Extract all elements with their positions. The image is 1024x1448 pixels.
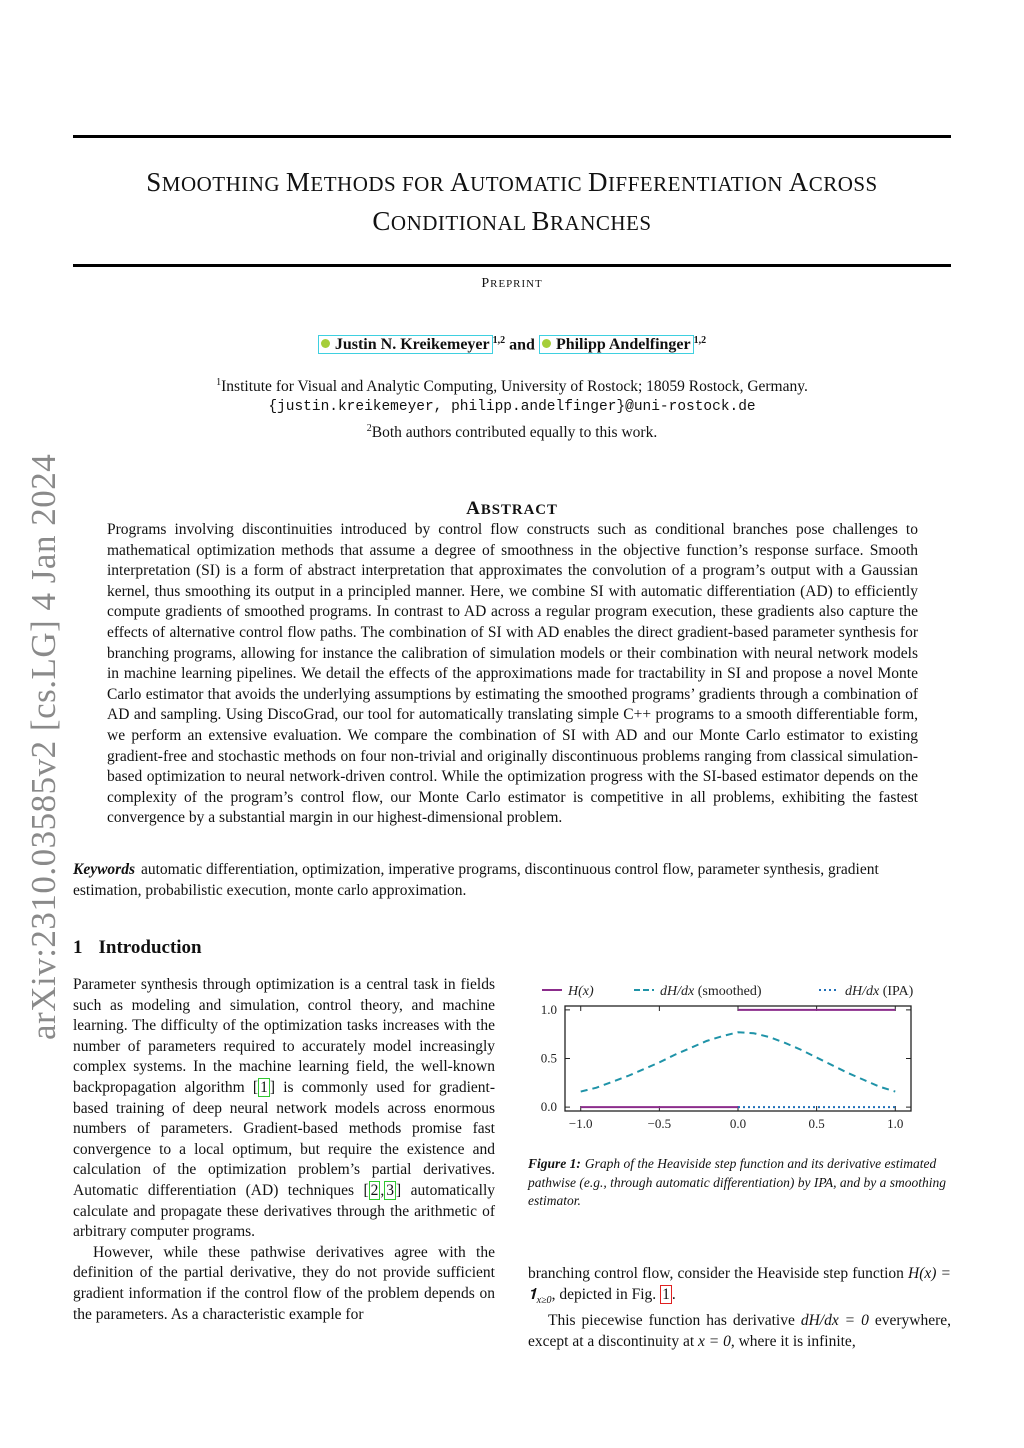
arxiv-side-label: arXiv:2310.03585v2 [cs.LG] 4 Jan 2024 xyxy=(24,453,63,1040)
keywords xyxy=(73,860,951,901)
aff1-sup: 1 xyxy=(216,377,222,388)
rp2-text-a: This piecewise function has derivative xyxy=(548,1312,801,1330)
author-2-name: Philipp Andelfinger xyxy=(555,336,691,354)
author-and: and xyxy=(509,336,535,354)
orcid-icon xyxy=(542,339,551,348)
intro-paragraph-1: Parameter synthesis through optimization is a central task in fields such as modeling and simulation, control theory, and machine learning. The difficulty of the optimization tasks increases with the number of parameters required to accurately model increasingly complex systems. In the machine learning field, the well-known backpropagation algorithm [ 1 ] is commonly used for gradient-based training of deep neural network models across enormous numbers of parameters. Gradient-based methods promise fast convergence to a local optimum, but require the existence and calculation of the optimization problem’s partial derivatives. Automatic differentiation (AD) techniques [ 2 , 3 ] automatically calculate and propagate these derivatives through the arithmetic of arbitrary computer programs. xyxy=(73,976,495,1241)
figure-caption-text: Graph of the Heaviside step function and its derivative estimated pathwise (e.g., through automatic differentiation) by IPA, and by a smoothing estimator. xyxy=(528,1156,946,1208)
legend-label-3: dH/dx (IPA) xyxy=(845,984,914,999)
title1-rest-0: MOOTHING xyxy=(161,172,286,196)
preprint-label: PREPRINT xyxy=(481,276,543,291)
aff2-text: Both authors contributed equally to this work. xyxy=(371,424,658,442)
p1-text-b: is commonly used for gradient-based training of deep neural network models across enormous numbers of parameters. Gradient-based methods promise fast convergence to a local optimum, but require the existence and calculation of the optimization problem’s partial derivatives. Automatic differentiation (AD) techniques xyxy=(73,1078,495,1199)
paper-title xyxy=(73,164,951,242)
orcid-icon xyxy=(321,339,330,348)
intro-paragraph-2: However, while these pathwise derivatives agree with the definition of the partial derivative, they do not provide sufficient gradient information if the control flow of the problem depends on the parameters. As a characteristic example for xyxy=(73,1243,495,1323)
x-tick-label: 0.0 xyxy=(729,1116,747,1131)
title2-cap-1: B xyxy=(531,206,551,236)
legend-label-1: H(x) xyxy=(568,984,594,999)
heaviside-sub: x≥0 xyxy=(536,1294,552,1306)
rp1-text-b: , depicted in Fig. xyxy=(551,1285,661,1303)
section-number: 1 xyxy=(73,937,83,958)
rp1-text-c: . xyxy=(671,1285,676,1303)
abstract-heading: ABSTRACT xyxy=(466,498,558,519)
keywords-text: automatic differentiation, optimization, imperative programs, discontinuous control flow, parameter synthesis, gradient estimation, probabilistic execution, monte carlo approximation. xyxy=(73,861,879,899)
y-tick-label: 1.0 xyxy=(540,1001,557,1017)
discontinuity-math: x = 0 xyxy=(698,1332,731,1350)
rp1-text-a: branching control flow, consider the Heaviside step function xyxy=(528,1265,909,1282)
title1-cap-2: A xyxy=(450,167,471,197)
chart-legend xyxy=(542,984,914,999)
figure-1-caption xyxy=(528,1155,951,1211)
bottom-rule xyxy=(73,264,951,267)
author-link-2[interactable] xyxy=(539,335,694,354)
author-1-sup: 1,2 xyxy=(492,335,506,346)
citation-link[interactable]: 1 xyxy=(260,1078,268,1096)
aff2-sup: 2 xyxy=(366,423,372,435)
aff1-text: Institute for Visual and Analytic Computing, University of Rostock; 18059 Rostock, Germany. xyxy=(221,378,808,396)
author-emails[interactable]: {justin.kreikemeyer, philipp.andelfinger}@uni-rostock.de xyxy=(268,399,756,416)
figure-reference-link[interactable]: 1 xyxy=(662,1285,670,1303)
heaviside-math: H(x) = 𝟏 xyxy=(528,1265,951,1303)
series-line-2 xyxy=(581,1032,896,1091)
title1-cap-0: S xyxy=(146,167,162,197)
chart-series xyxy=(581,1010,896,1107)
x-tick-label: −0.5 xyxy=(647,1116,672,1131)
rp2-text-c: , where it is infinite, xyxy=(730,1332,856,1350)
affiliations xyxy=(73,372,951,443)
author-link-1[interactable] xyxy=(318,335,493,354)
rp2-text-b: everywhere, except at a discontinuity at xyxy=(528,1312,951,1350)
right-paragraph-1 xyxy=(528,1264,951,1311)
top-rule xyxy=(73,135,951,138)
affiliation-2 xyxy=(73,418,951,443)
abstract-text: Programs involving discontinuities introduced by control flow constructs such as conditional branches pose challenges to mathematical optimization methods that assume a degree of smoothness in the objective function’s response surface. Smooth interpretation (SI) is a form of abstract interpretation that approximates the convolution of a program’s output with a Gaussian kernel, thus smoothing its output in a principled manner. Here, we combine SI with automatic differentiation (AD) to efficiently compute gradients of smoothed programs. In contrast to AD across a regular program execution, these gradients also capture the effects of alternative control flow paths. The combination of SI with AD enables the direct gradient-based parameter synthesis for branching programs, allowing for instance the calibration of simulation models or their combination with neural network models in machine learning pipelines. We detail the effects of the approximations made for tractability in SI and propose a novel Monte Carlo estimator that avoids the underlying assumptions by estimating the smoothed programs’ gradients through a combination of AD and sampling. Using DiscoGrad, our tool for automatically translating simple C++ programs to a smooth differentiable form, we perform an extensive evaluation. We compare the combination of SI with AD and our Monte Carlo estimator to existing gradient-free and stochastic methods on four non-trivial and originally discontinuous problems ranging from classical simulation-based optimization to neural network-driven control. While the optimization progress with the SI-based estimator depends on the complexity of the program’s control flow, our Monte Carlo estimator is competitive in all problems, exhibiting the fastest convergence by a substantial margin in our highest-dimensional problem. xyxy=(107,521,918,827)
title1-rest-4: CROSS xyxy=(808,172,878,196)
author-1-name: Justin N. Kreikemeyer xyxy=(334,336,490,354)
right-column xyxy=(528,1264,951,1352)
citation-link[interactable]: 2 xyxy=(370,1181,379,1199)
author-line xyxy=(73,335,951,354)
derivative-math: dH/dx = 0 xyxy=(800,1312,869,1330)
citation-link[interactable]: 3 xyxy=(386,1181,395,1199)
title-line-1 xyxy=(73,164,951,203)
title-line-2 xyxy=(73,203,951,242)
chart-axes xyxy=(541,1002,911,1131)
figure-1-chart xyxy=(522,975,942,1135)
x-tick-label: 0.5 xyxy=(808,1116,825,1131)
title2-cap-0: C xyxy=(372,206,391,236)
section-title: Introduction xyxy=(98,937,202,958)
left-column xyxy=(73,975,495,1325)
legend-label-2: dH/dx (smoothed) xyxy=(660,984,762,999)
author-2-sup: 1,2 xyxy=(693,335,707,346)
title2-rest-1: RANCHES xyxy=(550,211,652,235)
title1-cap-3: D xyxy=(587,167,608,197)
plot-frame xyxy=(565,1006,911,1111)
title1-rest-2: UTOMATIC xyxy=(470,172,588,196)
y-tick-label: 0.5 xyxy=(540,1050,557,1066)
title2-rest-0: ONDITIONAL xyxy=(390,211,532,235)
keywords-label: Keywords xyxy=(73,861,135,878)
section-heading xyxy=(73,937,202,959)
right-paragraph-2 xyxy=(528,1311,951,1352)
p1-text-c: automatically calculate and propagate these derivatives through the arithmetic of arbitrary computer programs. xyxy=(73,1181,495,1241)
title1-cap-4: A xyxy=(788,167,809,197)
y-tick-label: 0.0 xyxy=(540,1099,557,1115)
title1-rest-3: IFFERENTIATION xyxy=(607,172,789,196)
title1-rest-1: ETHODS FOR xyxy=(310,172,451,196)
p1-text-a: Parameter synthesis through optimization is a central task in fields such as modeling and simulation, control theory, and machine learning. The difficulty of the optimization tasks increases with the number of parameters required to accurately model increasingly complex systems. In the machine learning field, the well-known backpropagation algorithm xyxy=(73,976,495,1096)
x-tick-label: −1.0 xyxy=(568,1116,593,1131)
x-tick-label: 1.0 xyxy=(887,1116,904,1131)
figure-label: Figure 1: xyxy=(528,1156,581,1171)
affiliation-1 xyxy=(73,372,951,397)
title1-cap-1: M xyxy=(285,167,311,197)
